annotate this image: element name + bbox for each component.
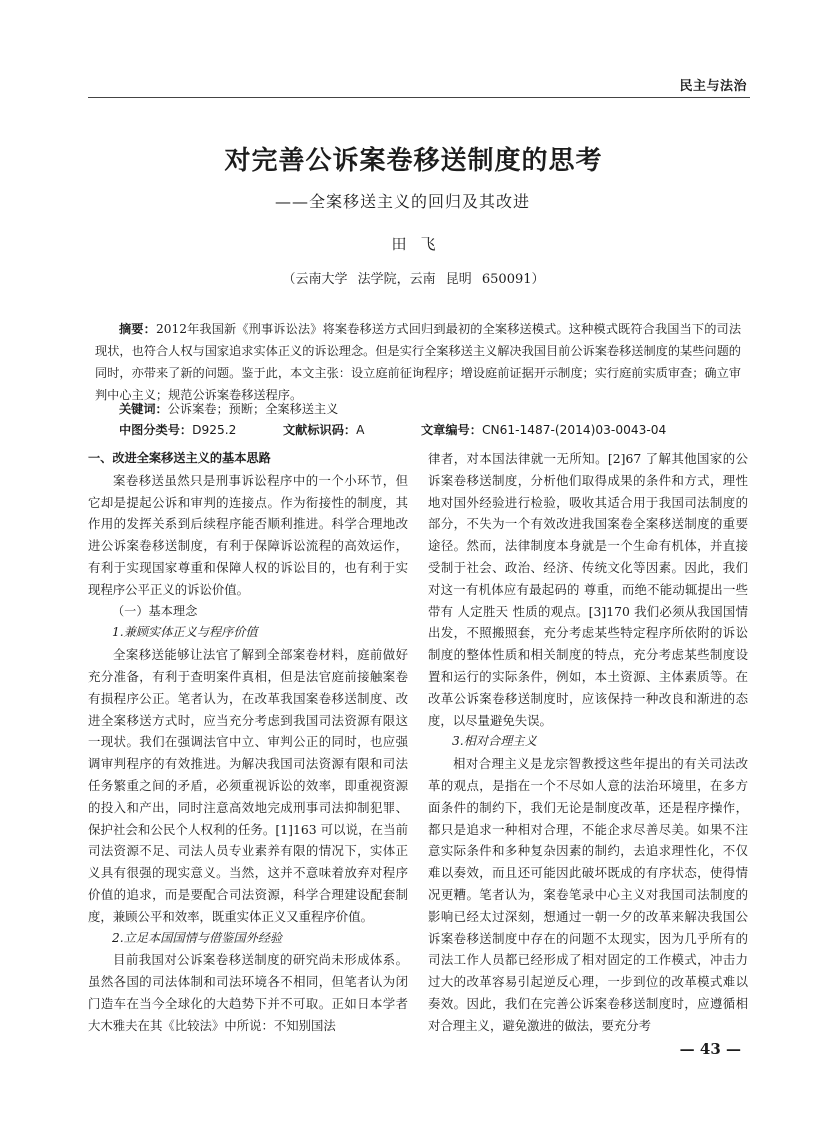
art-value: CN61-1487-(2014)03-0043-04 <box>481 423 667 437</box>
body-paragraph: 相对合理主义是龙宗智教授这些年提出的有关司法改革的观点，是指在一个不尽如人意的法治环境里，在多方面条件的制约下，我们无论是制度改革，还是程序操作，都只是追求一种相对合理，不能企求尽善尽美。如果不注意实际条件和多种复杂因素的制约，去追求理性化，不仅难以奏效，而且还可能因此破坏既成的有序状态，使得情况更糟。笔者认为，案卷笔录中心主义对我国司法制度的影响已经太过深刻，想通过一朝一夕的改革来解决我国公诉案卷移送制度中存在的问题不太现实，因为几乎所有的司法工作人员都已经形成了相对固定的工作模式，冲击力过大的改革容易引起逆反心理，一步到位的改革模式难以奏效。因此，我们在完善公诉案卷移送制度时，应遵循相对合理主义，避免激进的做法，要充分考 <box>428 756 748 1033</box>
clc-number <box>119 421 236 438</box>
body-paragraph: 案卷移送虽然只是刑事诉讼程序中的一个小环节，但它却是提起公诉和审判的连接点。作为衔接性的制度，其作用的发挥关系到后续程序能否顺利推进。科学合理地改进公诉案卷移送制度，有利于保障诉讼流程的高效运作，有利于实现国家尊重和保障人权的诉讼目的，也有利于实现程序公平正义的诉讼价值。 <box>88 472 408 597</box>
clc-label: 中图分类号： <box>119 423 193 437</box>
body-paragraph: 全案移送能够让法官了解到全部案卷材料，庭前做好充分准备，有利于查明案件真相，但是法官庭前接触案卷有损程序公正。笔者认为，在改革我国案卷移送制度、改进全案移送方式时，应当充分考虑到我国司法资源有限这一现状。我们在强调法官中立、审判公正的同时，也应强调审判程序的有效推进。为解决我国司法资源有限和司法任务繁重之间的矛盾，必须重视诉讼的效率，即重视资源的投入和产出，同时注意高效地完成刑事司法抑制犯罪、保护社会和公民个人权利的任务。[1]163 可以说，在当前司法资源不足、司法人员专业素养有限的情况下，实体正义具有很强的现实意义。当然，这并不意味着放弃对程序价值的追求，而是要配合司法资源，科学合理建设配套制度，兼顾公平和效率，既重实体正义又重程序价值。 <box>88 647 408 924</box>
clc-value: D925.2 <box>192 423 237 437</box>
keywords <box>119 400 338 417</box>
article-title: 对完善公诉案卷移送制度的思考 <box>224 146 603 176</box>
body-paragraph: 目前我国对公诉案卷移送制度的研究尚未形成体系。虽然各国的司法体制和司法环境各不相同，但笔者认为闭门造车在当今全球化的大趋势下并不可取。正如日本学者大木雅夫在其《比较法》中所说：不知别国法 <box>88 952 408 1033</box>
doc-label: 文献标识码： <box>283 423 357 437</box>
art-label: 文章编号： <box>421 423 482 437</box>
body-paragraph: 律者，对本国法律就一无所知。[2]67 了解其他国家的公诉案卷移送制度，分析他们取得成果的条件和方式，理性地对国外经验进行检验，吸收其适合用于我国司法制度的部分，不失为一个有效改进我国案卷全案移送制度的重要途径。然而，法律制度本身就是一个生命有机体，并直接受制于社会、政治、经济、传统文化等因素。因此，我们对这一有机体应有最起码的 尊重，而绝不能动辄提出一些带有 人定胜天 性质的观点。[3]170 我们必须从我国国情出发，不照搬照套，充分考虑某些特定程序所依附的诉讼制度的整体性质和相关制度的特点，充分考虑某些制度设置和运行的实际条件，例如，本土资源、主体素质等。在改革公诉案卷移送制度时，应该保持一种改良和渐进的态度，以尽量避免失误。 <box>428 451 748 728</box>
subsection-heading: （一）基本理念 <box>112 603 198 618</box>
point-heading: 2.立足本国国情与借鉴国外经验 <box>112 930 283 945</box>
section-heading: 一、改进全案移送主义的基本思路 <box>88 451 271 465</box>
point-heading: 1.兼顾实体正义与程序价值 <box>112 625 258 640</box>
body-column-left <box>88 448 408 1037</box>
keywords-label: 关键词： <box>119 402 168 416</box>
author-name: 田飞 <box>391 235 450 253</box>
abstract-text: 2012年我国新《刑事诉讼法》将案卷移送方式回归到最初的全案移送模式。这种模式既符合我国当下的司法现状，也符合人权与国家追求实体正义的诉讼理念。但是实行全案移送主义解决我国目前公诉案卷移送制度的某些问题的同时，亦带来了新的问题。鉴于此，本文主张：设立庭前征询程序；增设庭前证据开示制度；实行庭前实质审查；确立审判中心主义；规范公诉案卷移送程序。 <box>95 322 742 402</box>
abstract-label: 摘要： <box>119 322 156 336</box>
body-column-right <box>428 448 748 1037</box>
header-rule <box>88 97 750 98</box>
abstract <box>95 318 741 406</box>
article-number <box>421 421 666 438</box>
document-code <box>283 421 364 438</box>
keywords-text: 公诉案卷；预断；全案移送主义 <box>167 402 339 416</box>
article-subtitle: ——全案移送主义的回归及其改进 <box>275 192 531 211</box>
author-affiliation: （云南大学 法学院，云南 昆明 650091） <box>282 272 545 287</box>
doc-value: A <box>356 423 365 437</box>
point-heading: 3.相对合理主义 <box>452 734 537 749</box>
column-tag: 民主与法治 <box>679 79 747 94</box>
page-number: — 43 — <box>679 1040 741 1058</box>
